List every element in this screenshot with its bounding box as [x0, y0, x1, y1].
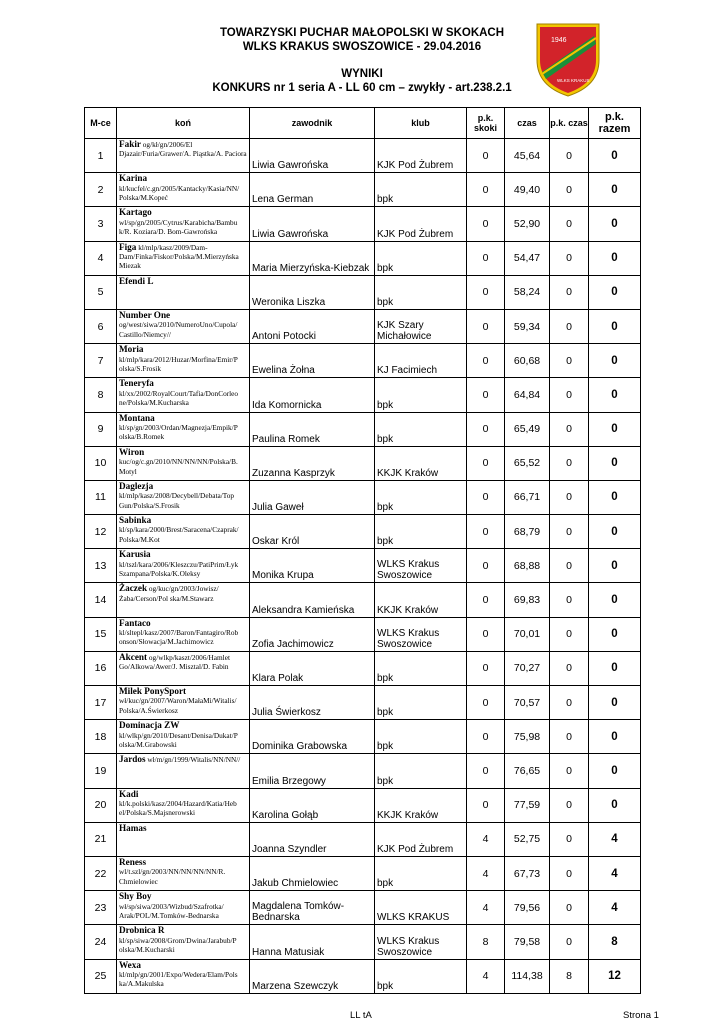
penalty-time: 0: [550, 617, 589, 651]
table-row: [85, 241, 641, 275]
logo-name: WLKS KRAKUS: [557, 78, 590, 83]
horse-name: Figa: [119, 241, 137, 252]
position: 10: [85, 446, 117, 480]
penalty-jumps: 4: [467, 959, 505, 993]
time: 59,34: [505, 309, 550, 343]
horse-cell: [117, 344, 250, 378]
position: 4: [85, 241, 117, 275]
penalty-time: 0: [550, 480, 589, 514]
penalty-time: 8: [550, 959, 589, 993]
rider-name: Monika Krupa: [250, 549, 375, 583]
horse-name: Shy Boy: [119, 891, 152, 902]
col-time: czas: [505, 108, 550, 139]
penalty-total: 0: [589, 583, 641, 617]
table-row: [85, 207, 641, 241]
rider-name: Maria Mierzyńska-Kiebzak: [250, 241, 375, 275]
club-name: KJK Pod Żubrem: [375, 822, 467, 856]
position: 1: [85, 139, 117, 173]
rider-name: Oskar Król: [250, 515, 375, 549]
penalty-time: 0: [550, 378, 589, 412]
horse-info: kl/sp/kara/2000/Brest/Saracena/Czaprak/ Polska/M.Kot: [119, 525, 239, 544]
time: 69,83: [505, 583, 550, 617]
club-name: bpk: [375, 241, 467, 275]
rider-name: Marzena Szewczyk: [250, 959, 375, 993]
horse-info: kl/k.polski/kasz/2004/Hazard/Katia/Heb el/Polska/S.Majsnerowski: [119, 798, 237, 818]
penalty-time: 0: [550, 788, 589, 822]
table-row: [85, 344, 641, 378]
table-row: [85, 925, 641, 959]
time: 114,38: [505, 959, 550, 993]
club-name: KJK Pod Żubrem: [375, 139, 467, 173]
horse-name: Jardos: [119, 754, 146, 765]
horse-info: kl/kucfel/c.gn/2005/Kantacky/Kasia/NN/ Polska/M.Kopeć: [119, 183, 240, 202]
horse-name: Efendi L: [119, 275, 154, 286]
horse-cell: [117, 891, 250, 925]
penalty-time: 0: [550, 446, 589, 480]
horse-info: wł/sp/siwa/2003/Wizbud/Szafrotka/ Arak/POL/M.Tomków-Bednarska: [119, 901, 224, 920]
table-row: [85, 480, 641, 514]
position: 9: [85, 412, 117, 446]
position: 15: [85, 617, 117, 651]
club-name: WLKS Krakus Swoszowice: [375, 549, 467, 583]
horse-cell: [117, 651, 250, 685]
position: 24: [85, 925, 117, 959]
table-row: [85, 139, 641, 173]
penalty-jumps: 0: [467, 549, 505, 583]
club-name: KKJK Kraków: [375, 788, 467, 822]
position: 11: [85, 480, 117, 514]
competition-title: KONKURS nr 1 seria A - LL 60 cm – zwykły - art.238.2.1: [212, 82, 512, 94]
club-name: bpk: [375, 275, 467, 309]
penalty-time: 0: [550, 139, 589, 173]
rider-name: Dominika Grabowska: [250, 720, 375, 754]
horse-cell: [117, 617, 250, 651]
club-name: WLKS KRAKUS: [375, 891, 467, 925]
event-date: WLKS KRAKUS SWOSZOWICE - 29.04.2016: [242, 41, 482, 53]
horse-cell: [117, 720, 250, 754]
horse-name: Sabinka: [119, 515, 152, 526]
rider-name: Jakub Chmielowiec: [250, 856, 375, 890]
horse-name: Kartago: [119, 207, 152, 218]
horse-cell: [117, 309, 250, 343]
rider-name: Joanna Szyndler: [250, 822, 375, 856]
penalty-total: 4: [589, 822, 641, 856]
col-club: klub: [375, 108, 467, 139]
club-name: KJ Facimiech: [375, 344, 467, 378]
position: 18: [85, 720, 117, 754]
position: 17: [85, 686, 117, 720]
penalty-jumps: 0: [467, 788, 505, 822]
horse-cell: [117, 856, 250, 890]
time: 58,24: [505, 275, 550, 309]
penalty-jumps: 4: [467, 822, 505, 856]
rider-name: Weronika Liszka: [250, 275, 375, 309]
club-name: bpk: [375, 720, 467, 754]
horse-name: Wexa: [119, 959, 141, 970]
horse-name: Żaczek: [119, 583, 148, 594]
position: 25: [85, 959, 117, 993]
penalty-time: 0: [550, 275, 589, 309]
club-name: bpk: [375, 651, 467, 685]
penalty-time: 0: [550, 515, 589, 549]
position: 22: [85, 856, 117, 890]
time: 68,88: [505, 549, 550, 583]
penalty-total: 0: [589, 480, 641, 514]
time: 66,71: [505, 480, 550, 514]
penalty-time: 0: [550, 549, 589, 583]
horse-name: Drobnica R: [119, 925, 165, 936]
horse-cell: [117, 549, 250, 583]
penalty-time: 0: [550, 207, 589, 241]
penalty-jumps: 0: [467, 412, 505, 446]
horse-info: kl/mlp/kara/2012/Huzar/Morfina/Emir/P olska/S.Frosik: [119, 354, 238, 373]
penalty-jumps: 0: [467, 515, 505, 549]
penalty-time: 0: [550, 241, 589, 275]
club-name: KKJK Kraków: [375, 583, 467, 617]
penalty-total: 0: [589, 412, 641, 446]
club-name: bpk: [375, 480, 467, 514]
horse-cell: [117, 515, 250, 549]
position: 6: [85, 309, 117, 343]
time: 70,57: [505, 686, 550, 720]
table-row: [85, 617, 641, 651]
results-heading: WYNIKI: [341, 68, 383, 80]
horse-cell: [117, 139, 250, 173]
club-name: bpk: [375, 959, 467, 993]
col-horse: koń: [117, 108, 250, 139]
penalty-time: 0: [550, 412, 589, 446]
table-row: [85, 412, 641, 446]
time: 65,49: [505, 412, 550, 446]
horse-name: Teneryfa: [119, 378, 154, 389]
horse-cell: [117, 754, 250, 788]
rider-name: Antoni Potocki: [250, 309, 375, 343]
rider-name: Ida Komornicka: [250, 378, 375, 412]
table-row: [85, 651, 641, 685]
time: 45,64: [505, 139, 550, 173]
table-row: [85, 378, 641, 412]
horse-name: Karusia: [119, 549, 151, 560]
horse-info: kl/sp/gn/2003/Ordan/Magnezja/Empik/P olska/B.Romek: [119, 422, 238, 442]
position: 8: [85, 378, 117, 412]
penalty-time: 0: [550, 651, 589, 685]
horse-info: kl/mlp/gn/2001/Expo/Wedera/Elam/Pols ka/A.Makulska: [119, 969, 238, 989]
penalty-jumps: 0: [467, 173, 505, 207]
rider-name: Liwia Gawrońska: [250, 207, 375, 241]
horse-info: wł/m/gn/1999/Witalis/NN/NN//: [147, 755, 241, 765]
club-name: bpk: [375, 378, 467, 412]
club-name: bpk: [375, 856, 467, 890]
penalty-total: 4: [589, 891, 641, 925]
penalty-total: 0: [589, 344, 641, 378]
position: 13: [85, 549, 117, 583]
horse-info: og/kuc/gn/2003/Jowisz/Żaba/Cerson/Pol ska/M.Stawarz: [119, 584, 219, 603]
horse-info: kl/sp/siwa/2008/Grom/Dwina/Jarabub/P olska/M.Kucharski: [119, 935, 237, 955]
penalty-total: 8: [589, 925, 641, 959]
penalty-jumps: 4: [467, 856, 505, 890]
table-row: [85, 309, 641, 343]
penalty-total: 0: [589, 446, 641, 480]
penalty-total: 12: [589, 959, 641, 993]
penalty-jumps: 0: [467, 241, 505, 275]
club-name: WLKS Krakus Swoszowice: [375, 925, 467, 959]
page-number: Strona 1: [623, 1010, 659, 1021]
club-name: bpk: [375, 515, 467, 549]
horse-cell: [117, 412, 250, 446]
penalty-total: 0: [589, 549, 641, 583]
table-row: [85, 446, 641, 480]
penalty-jumps: 0: [467, 139, 505, 173]
col-pk-jumps: p.k. skoki: [467, 108, 505, 139]
penalty-total: 0: [589, 651, 641, 685]
horse-name: Montana: [119, 412, 155, 423]
horse-info: wl/t.szl/gn/2003/NN/NN/NN/NN/R. Chmielowiec: [119, 867, 226, 886]
horse-info: kuc/og/c.gn/2010/NN/NN/NN/Polska/B. Motyl: [119, 457, 238, 476]
penalty-time: 0: [550, 173, 589, 207]
penalty-total: 0: [589, 139, 641, 173]
horse-name: Fantaco: [119, 617, 151, 628]
horse-name: Kadi: [119, 788, 139, 799]
penalty-jumps: 0: [467, 617, 505, 651]
position: 12: [85, 515, 117, 549]
penalty-total: 0: [589, 686, 641, 720]
horse-cell: [117, 822, 250, 856]
position: 21: [85, 822, 117, 856]
horse-name: Fakir: [119, 139, 141, 149]
penalty-jumps: 0: [467, 754, 505, 788]
horse-info: kl/mlp/kasz/2008/Decybell/Debata/Top Gun/Polska/S.Frosik: [119, 491, 234, 510]
penalty-total: 0: [589, 788, 641, 822]
penalty-total: 0: [589, 754, 641, 788]
rider-name: Aleksandra Kamieńska: [250, 583, 375, 617]
rider-name: Julia Gaweł: [250, 480, 375, 514]
position: 23: [85, 891, 117, 925]
position: 16: [85, 651, 117, 685]
penalty-time: 0: [550, 309, 589, 343]
horse-name: Wiron: [119, 446, 145, 457]
logo-year: 1946: [551, 37, 567, 44]
horse-name: Karina: [119, 173, 148, 184]
col-pk-total: p.k. razem: [589, 108, 641, 139]
rider-name: Julia Świerkosz: [250, 686, 375, 720]
penalty-total: 0: [589, 173, 641, 207]
time: 54,47: [505, 241, 550, 275]
time: 52,90: [505, 207, 550, 241]
horse-info: og/west/siwa/2010/NumeroUno/Cupola/ Castillo/Niemcy//: [119, 320, 238, 339]
table-row: [85, 959, 641, 993]
club-name: KJK Pod Żubrem: [375, 207, 467, 241]
horse-name: Reness: [119, 856, 147, 867]
penalty-jumps: 0: [467, 309, 505, 343]
penalty-total: 0: [589, 617, 641, 651]
time: 70,27: [505, 651, 550, 685]
horse-cell: [117, 173, 250, 207]
table-row: [85, 720, 641, 754]
horse-cell: [117, 686, 250, 720]
penalty-jumps: 0: [467, 651, 505, 685]
penalty-time: 0: [550, 754, 589, 788]
time: 60,68: [505, 344, 550, 378]
table-header-row: [85, 108, 641, 139]
penalty-total: 4: [589, 856, 641, 890]
penalty-total: 0: [589, 720, 641, 754]
event-title: TOWARZYSKI PUCHAR MAŁOPOLSKI W SKOKACH: [219, 27, 505, 39]
horse-info: wł/kuc/gn/2007/Waron/MałaMi/Witalis/ Polska/A.Świerkosz: [119, 696, 237, 715]
rider-name: Liwia Gawrońska: [250, 139, 375, 173]
penalty-jumps: 0: [467, 720, 505, 754]
club-logo: [533, 22, 603, 98]
time: 64,84: [505, 378, 550, 412]
table-row: [85, 891, 641, 925]
horse-info: kl/wlkp/gn/2010/Desant/Denisa/Dukat/P olska/M.Grabowski: [119, 730, 238, 749]
rider-name: Paulina Romek: [250, 412, 375, 446]
penalty-time: 0: [550, 344, 589, 378]
club-name: bpk: [375, 754, 467, 788]
horse-info: kl/xx/2002/RoyalCourt/Tafia/DonCorleo ne/Polska/M.Kucharska: [119, 388, 239, 408]
penalty-time: 0: [550, 686, 589, 720]
col-pos: M-ce: [85, 108, 117, 139]
col-pk-time: p.k. czas: [550, 108, 589, 139]
table-row: [85, 515, 641, 549]
penalty-jumps: 0: [467, 686, 505, 720]
horse-name: Dominacja ZW: [119, 720, 180, 731]
table-row: [85, 788, 641, 822]
horse-cell: [117, 275, 250, 309]
table-row: [85, 686, 641, 720]
position: 7: [85, 344, 117, 378]
penalty-time: 0: [550, 925, 589, 959]
rider-name: Karolina Gołąb: [250, 788, 375, 822]
time: 52,75: [505, 822, 550, 856]
penalty-total: 0: [589, 309, 641, 343]
rider-name: Magdalena Tomków-Bednarska: [250, 891, 375, 925]
time: 49,40: [505, 173, 550, 207]
penalty-jumps: 0: [467, 480, 505, 514]
time: 76,65: [505, 754, 550, 788]
time: 79,58: [505, 925, 550, 959]
time: 77,59: [505, 788, 550, 822]
time: 79,56: [505, 891, 550, 925]
table-row: [85, 822, 641, 856]
position: 5: [85, 275, 117, 309]
horse-name: Number One: [119, 309, 171, 320]
footer-code: LL tA: [350, 1010, 372, 1021]
penalty-time: 0: [550, 891, 589, 925]
penalty-total: 0: [589, 275, 641, 309]
time: 67,73: [505, 856, 550, 890]
horse-cell: [117, 241, 250, 275]
horse-cell: [117, 925, 250, 959]
penalty-jumps: 0: [467, 207, 505, 241]
horse-cell: [117, 378, 250, 412]
penalty-jumps: 0: [467, 275, 505, 309]
position: 14: [85, 583, 117, 617]
rider-name: Zofia Jachimowicz: [250, 617, 375, 651]
horse-info: kl/mlp/kasz/2009/Dam-Dam/Finka/Fiskor/Polska/M.Mierzyńska Miezak: [119, 242, 239, 271]
position: 3: [85, 207, 117, 241]
horse-cell: [117, 583, 250, 617]
table-row: [85, 583, 641, 617]
horse-name: Milek PonySport: [119, 686, 187, 696]
horse-cell: [117, 959, 250, 993]
table-row: [85, 754, 641, 788]
club-name: bpk: [375, 412, 467, 446]
table-row: [85, 275, 641, 309]
rider-name: Zuzanna Kasprzyk: [250, 446, 375, 480]
rider-name: Ewelina Żołna: [250, 344, 375, 378]
position: 19: [85, 754, 117, 788]
time: 70,01: [505, 617, 550, 651]
rider-name: Lena German: [250, 173, 375, 207]
club-name: WLKS Krakus Swoszowice: [375, 617, 467, 651]
rider-name: Klara Polak: [250, 651, 375, 685]
horse-cell: [117, 207, 250, 241]
rider-name: Emilia Brzegowy: [250, 754, 375, 788]
penalty-jumps: 0: [467, 344, 505, 378]
club-name: KKJK Kraków: [375, 446, 467, 480]
table-row: [85, 173, 641, 207]
horse-info: kl/sltepl/kasz/2007/Baron/Fantagiro/Rob onson/Słowacja/M.Jachimowicz: [119, 628, 239, 647]
rider-name: Hanna Matusiak: [250, 925, 375, 959]
penalty-jumps: 0: [467, 583, 505, 617]
penalty-jumps: 0: [467, 446, 505, 480]
club-name: bpk: [375, 686, 467, 720]
results-table: [84, 107, 641, 994]
position: 20: [85, 788, 117, 822]
penalty-time: 0: [550, 720, 589, 754]
horse-name: Akcent: [119, 651, 148, 662]
penalty-total: 0: [589, 378, 641, 412]
table-row: [85, 856, 641, 890]
table-row: [85, 549, 641, 583]
penalty-time: 0: [550, 822, 589, 856]
time: 75,98: [505, 720, 550, 754]
horse-cell: [117, 446, 250, 480]
penalty-total: 0: [589, 241, 641, 275]
horse-name: Moria: [119, 344, 144, 355]
penalty-jumps: 0: [467, 378, 505, 412]
club-name: bpk: [375, 173, 467, 207]
horse-cell: [117, 788, 250, 822]
penalty-time: 0: [550, 583, 589, 617]
time: 68,79: [505, 515, 550, 549]
horse-cell: [117, 480, 250, 514]
horse-name: Hamas: [119, 822, 147, 833]
penalty-time: 0: [550, 856, 589, 890]
horse-name: Daglezja: [119, 480, 154, 491]
horse-info: og/wlkp/kaszt/2006/Hamlet Go/Alkowa/Awer/J. Misztal/D. Fabin: [119, 652, 230, 672]
time: 65,52: [505, 446, 550, 480]
horse-info: wl/sp/gn/2005/Cytrus/Karabicha/Bambu k/R. Koziara/D. Bom-Gawrońska: [119, 217, 238, 237]
position: 2: [85, 173, 117, 207]
penalty-jumps: 4: [467, 891, 505, 925]
penalty-total: 0: [589, 207, 641, 241]
penalty-total: 0: [589, 515, 641, 549]
horse-info: kl/tszl/kara/2006/Kleszczu/PatiPrim/Łyk Szampana/Polska/K.Oleksy: [119, 559, 239, 579]
club-name: KJK Szary Michałowice: [375, 309, 467, 343]
horse-info: og/kł/gn/2006/El Djazair/Furia/Grawer/A. Piąstka/A. Paciora: [119, 140, 247, 159]
col-rider: zawodnik: [250, 108, 375, 139]
penalty-jumps: 8: [467, 925, 505, 959]
